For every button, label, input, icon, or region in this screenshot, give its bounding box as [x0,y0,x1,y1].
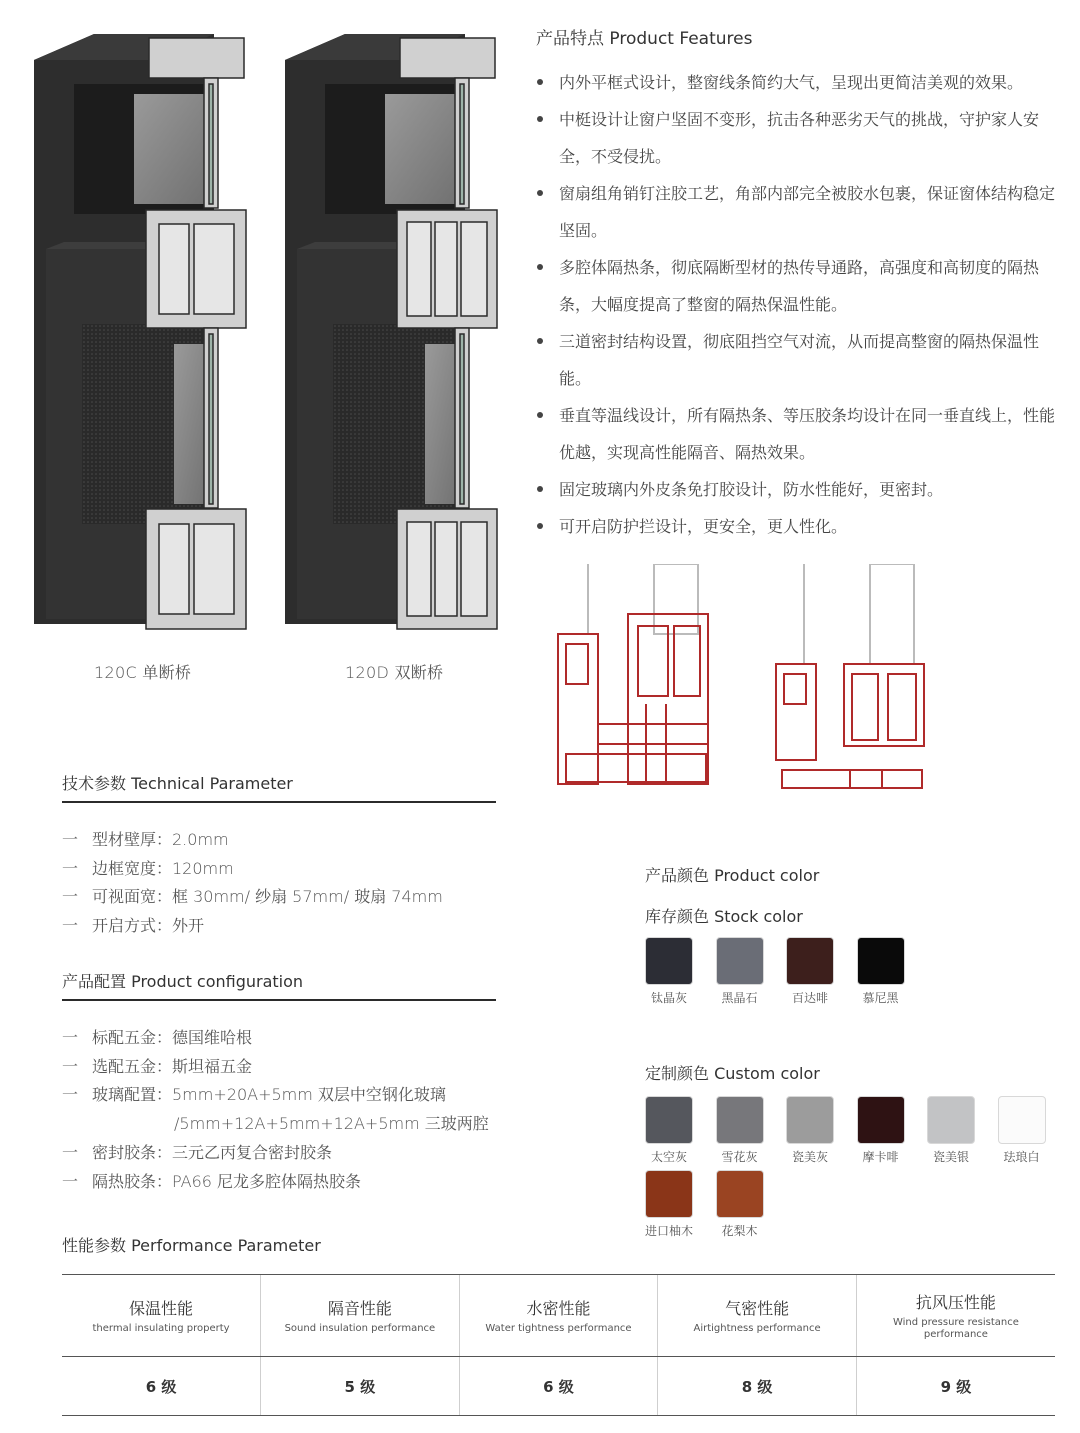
performance-value-cell: 6 级 [459,1357,658,1416]
custom-color-label: 珐琅白 [1003,1150,1040,1164]
performance-value-cell: 6 级 [62,1357,261,1416]
cross-section-drawing-double [772,564,932,792]
feature-item: 可开启防护拦设计，更安全，更人性化。 [536,508,1056,545]
custom-color-label: 摩卡啡 [862,1150,899,1164]
performance-header-cell: 保温性能 thermal insulating property [62,1275,261,1357]
custom-color-swatch [716,1096,764,1144]
custom-color-swatch [857,1096,905,1144]
feature-item: 窗扇组角销钉注胶工艺，角部内部完全被胶水包裹，保证窗体结构稳定坚固。 [536,175,1056,249]
stock-color-swatch [857,937,905,985]
cross-section-drawing-single [556,564,716,792]
feature-item: 垂直等温线设计，所有隔热条、等压胶条均设计在同一垂直线上，性能优越，实现高性能隔音、隔热效果。 [536,397,1056,471]
stock-color-label: 钛晶灰 [650,991,687,1005]
stock-color-label: 百达啡 [791,991,828,1005]
feature-item: 三道密封结构设置，彻底阻挡空气对流，从而提高整窗的隔热保温性能。 [536,323,1056,397]
technical-divider [62,801,496,803]
custom-color-label: 太空灰 [650,1150,687,1164]
custom-color-label: 瓷美灰 [791,1150,828,1164]
configuration-list [62,1024,489,1196]
configuration-item: 一 密封胶条：三元乙丙复合密封胶条 [62,1142,333,1162]
stock-color-swatch [786,937,834,985]
configuration-item: 一 玻璃配置：5mm+20A+5mm 双层中空钢化玻璃 [62,1085,446,1105]
performance-header-cell: 水密性能 Water tightness performance [459,1275,658,1357]
colors-title: 产品颜色 Product color [645,866,820,885]
custom-color-swatch [786,1096,834,1144]
custom-color-swatch [645,1170,693,1218]
technical-item: 一 型材壁厚：2.0mm [62,830,229,849]
feature-item: 多腔体隔热条，彻底隔断型材的热传导通路，高强度和高韧度的隔热条，大幅度提高了整窗的隔热保温性能。 [536,249,1056,323]
configuration-divider [62,999,496,1001]
technical-item: 一 可视面宽：框 30mm/ 纱扇 57mm/ 玻扇 74mm [62,887,443,907]
stock-color-swatch [716,937,764,985]
custom-color-label: 进口柚木 [644,1224,693,1238]
window-profile-120d-image [285,24,500,644]
stock-color-label: 慕尼黑 [862,991,899,1005]
feature-item: 中梃设计让窗户坚固不变形，抗击各种恶劣天气的挑战，守护家人安全，不受侵扰。 [536,101,1056,175]
features-title: 产品特点 Product Features [536,29,753,49]
performance-title: 性能参数 Performance Parameter [62,1236,321,1255]
custom-color-swatch [998,1096,1046,1144]
configuration-title: 产品配置 Product configuration [62,972,304,991]
custom-color-label: 雪花灰 [721,1150,758,1164]
stock-color-label: 黑晶石 [721,991,758,1005]
technical-item: 一 边框宽度：120mm [62,858,234,878]
technical-item: 一 开启方式：外开 [62,916,205,936]
stock-color-swatch [645,937,693,985]
configuration-item: /5mm+12A+5mm+12A+5mm 三玻两腔 [174,1114,489,1134]
features-list [536,64,1056,545]
technical-list [62,826,443,941]
performance-table [62,1274,1055,1416]
performance-value-cell: 5 级 [261,1357,460,1416]
window-profile-120c-image [34,24,249,644]
performance-header-cell: 气密性能 Airtightness performance [658,1275,857,1357]
performance-value-row [62,1357,1055,1416]
performance-header-row [62,1275,1055,1357]
stock-colors-title: 库存颜色 Stock color [645,907,803,926]
technical-title: 技术参数 Technical Parameter [62,774,293,793]
custom-color-swatch [716,1170,764,1218]
feature-item: 固定玻璃内外皮条免打胶设计，防水性能好，更密封。 [536,471,1056,508]
performance-value-cell: 9 级 [856,1357,1055,1416]
performance-header-cell: 抗风压性能 Wind pressure resistance performance [856,1275,1055,1357]
configuration-item: 一 标配五金：德国维哈根 [62,1028,253,1047]
product-caption-120d: 120D 双断桥 [345,663,444,682]
custom-color-swatch [927,1096,975,1144]
custom-color-label: 瓷美银 [932,1150,969,1164]
custom-color-label: 花梨木 [721,1224,758,1238]
product-caption-120c: 120C 单断桥 [94,663,192,682]
configuration-item: 一 选配五金：斯坦福五金 [62,1056,253,1076]
performance-header-cell: 隔音性能 Sound insulation performance [261,1275,460,1357]
configuration-item: 一 隔热胶条：PA66 尼龙多腔体隔热胶条 [62,1171,362,1191]
custom-color-swatch [645,1096,693,1144]
feature-item: 内外平框式设计，整窗线条简约大气，呈现出更简洁美观的效果。 [536,64,1056,101]
performance-value-cell: 8 级 [658,1357,857,1416]
custom-colors-title: 定制颜色 Custom color [645,1064,820,1083]
